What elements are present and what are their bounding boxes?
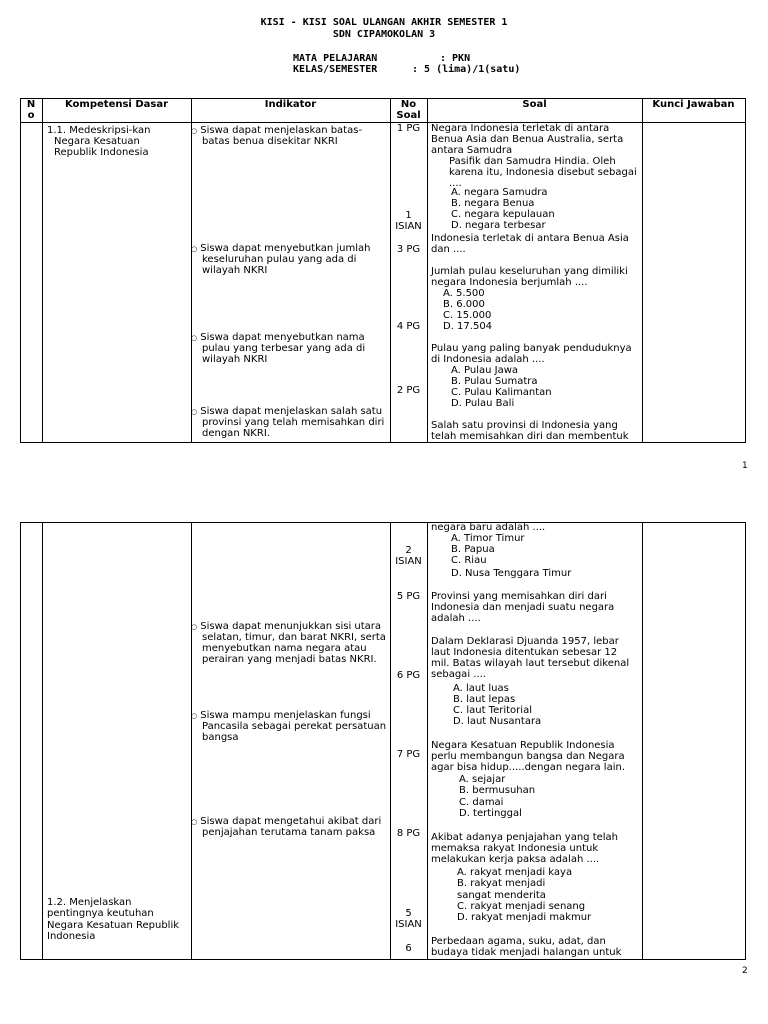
col-header-no-2: o	[27, 110, 35, 121]
page-number: 2	[742, 966, 748, 976]
page-number: 1	[742, 461, 748, 471]
question-number: 4 PG	[396, 321, 421, 332]
question-number: 8 PG	[396, 828, 421, 839]
question-number: 2	[405, 545, 412, 556]
question-number: ISIAN	[395, 919, 422, 930]
class-value: : 5 (lima)/1(satu)	[412, 64, 521, 75]
bullet-icon: ○	[191, 127, 198, 135]
col-header-indikator: Indikator	[264, 99, 317, 110]
bullet-icon: ○	[191, 712, 198, 720]
question-number: 1	[405, 210, 412, 221]
question-number: 3 PG	[396, 244, 421, 255]
document-title: KISI - KISI SOAL ULANGAN AKHIR SEMESTER 1	[260, 17, 508, 28]
question-number: 6 PG	[396, 670, 421, 681]
col-header-kompetensi: Kompetensi Dasar	[64, 99, 169, 110]
school-name: SDN CIPAMOKOLAN 3	[332, 29, 436, 40]
col-header-no-soal-2: Soal	[396, 110, 421, 121]
question-number: 5	[405, 908, 412, 919]
bullet-icon: ○	[191, 245, 198, 253]
question-number: 1 PG	[396, 123, 421, 134]
subject-label: MATA PELAJARAN	[293, 53, 378, 64]
question-number: 2 PG	[396, 385, 421, 396]
col-header-no: N	[26, 99, 36, 110]
col-header-soal: Soal	[522, 99, 547, 110]
col-header-kunci: Kunci Jawaban	[652, 99, 735, 110]
class-label: KELAS/SEMESTER	[293, 64, 378, 75]
bullet-icon: ○	[191, 334, 198, 342]
question-number: 5 PG	[396, 591, 421, 602]
bullet-icon: ○	[191, 818, 198, 826]
question-number: ISIAN	[395, 221, 422, 232]
question-number: 7 PG	[396, 749, 421, 760]
col-header-no-soal: No	[400, 99, 417, 110]
bullet-icon: ○	[191, 623, 198, 631]
question-number: 6	[405, 943, 412, 954]
bullet-icon: ○	[191, 408, 198, 416]
question-number: ISIAN	[395, 556, 422, 567]
subject-value: : PKN	[440, 53, 471, 64]
